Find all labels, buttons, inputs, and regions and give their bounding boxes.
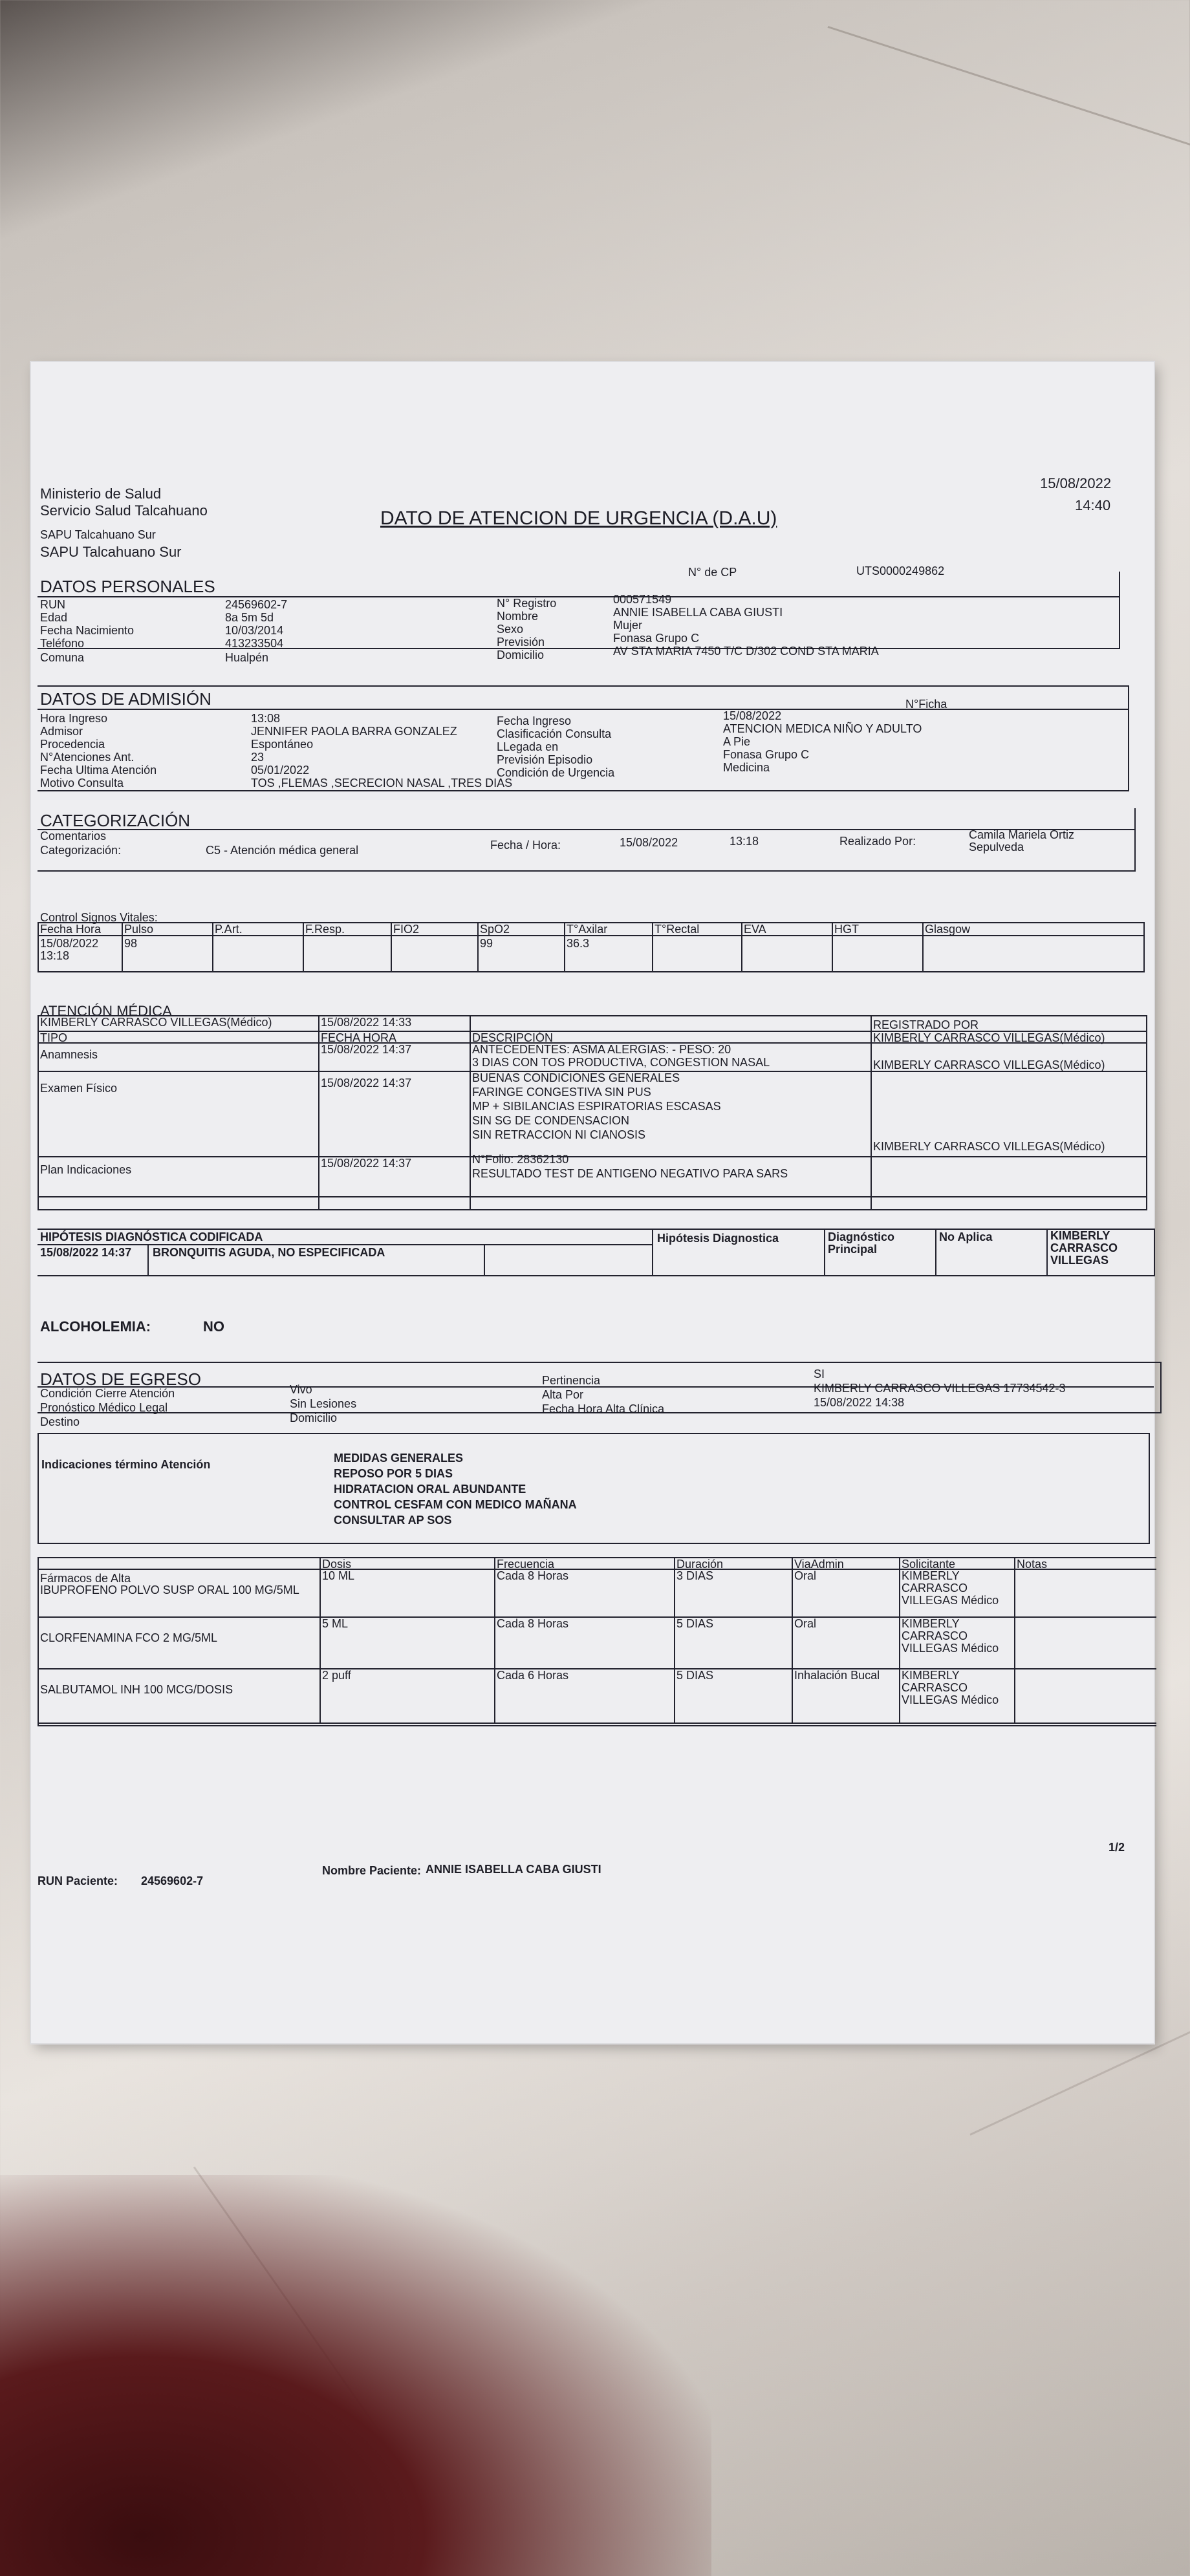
signos-header: SpO2	[480, 923, 510, 936]
signos-header: T°Axilar	[567, 923, 608, 936]
farmacos-col-divider	[674, 1557, 675, 1724]
section-title-hipotesis: HIPÓTESIS DIAGNÓSTICA CODIFICADA	[40, 1230, 263, 1243]
section-title-admision: DATOS DE ADMISIÓN	[40, 689, 211, 709]
signos-header: Fecha Hora	[40, 923, 102, 936]
signos-header: FIO2	[393, 923, 420, 936]
farmacos-header: ViaAdmin	[794, 1558, 844, 1571]
fnac-value: 10/03/2014	[225, 624, 284, 637]
llegada-value: A Pie	[723, 735, 751, 748]
nombre-label: Nombre	[497, 610, 539, 623]
atencion-row-fecha: 15/08/2022 14:37	[321, 1043, 412, 1056]
atencion-row-tipo: Anamnesis	[40, 1048, 98, 1061]
header-registrado-por: REGISTRADO POR	[873, 1018, 979, 1031]
farmacos-col-divider	[1014, 1557, 1015, 1724]
natenciones-label: N°Atenciones Ant.	[40, 751, 135, 764]
farmacos-header: Notas	[1017, 1558, 1048, 1571]
footer-run-value: 24569602-7	[141, 1874, 204, 1887]
signos-col-divider	[212, 922, 213, 971]
prevision-value: Fonasa Grupo C	[613, 632, 700, 645]
indicacion-line: HIDRATACION ORAL ABUNDANTE	[334, 1483, 526, 1496]
farmaco-cell: 10 ML	[322, 1569, 355, 1582]
farmaco-cell: KIMBERLY CARRASCO VILLEGAS Médico	[902, 1669, 999, 1706]
fingreso-value: 15/08/2022	[723, 709, 782, 722]
destino-label: Destino	[40, 1415, 80, 1428]
clasif-label: Clasificación Consulta	[497, 727, 612, 740]
signos-col-divider	[122, 922, 123, 971]
atencion-row-fecha: 15/08/2022 14:37	[321, 1157, 412, 1170]
signos-header: F.Resp.	[305, 923, 345, 936]
page-number: 1/2	[1109, 1841, 1125, 1854]
signos-cell: 99	[480, 937, 493, 950]
signos-header: Pulso	[124, 923, 154, 936]
comentarios-label: Comentarios	[40, 830, 107, 843]
farmacos-header: Dosis	[322, 1558, 352, 1571]
signos-cell: 98	[124, 937, 138, 950]
alcoholemia-value: NO	[203, 1318, 224, 1335]
signos-title: Control Signos Vitales:	[40, 911, 158, 924]
indicaciones-label: Indicaciones término Atención	[41, 1458, 211, 1471]
telefono-value: 413233504	[225, 637, 284, 650]
farmaco-cell: Cada 6 Horas	[497, 1669, 569, 1682]
admisor-value: JENNIFER PAOLA BARRA GONZALEZ	[251, 725, 457, 738]
ficha-label: N°Ficha	[905, 698, 947, 711]
comuna-label: Comuna	[40, 651, 85, 664]
run-value: 24569602-7	[225, 598, 288, 611]
farmaco-cell: Oral	[794, 1617, 817, 1630]
farmaco-cell: KIMBERLY CARRASCO VILLEGAS Médico	[902, 1617, 999, 1655]
domicilio-value: AV STA MARIA 7450 T/C D/302 COND STA MARIA	[613, 645, 879, 658]
categorizacion-value: C5 - Atención médica general	[206, 844, 359, 857]
farmaco-cell: 2 puff	[322, 1669, 351, 1682]
cat-fecha-value: 15/08/2022	[620, 836, 678, 849]
pertinencia-label: Pertinencia	[542, 1374, 601, 1387]
atencion-row-desc: FARINGE CONGESTIVA SIN PUS	[472, 1086, 651, 1099]
fechaalta-label: Fecha Hora Alta Clínica	[542, 1402, 665, 1415]
section-title-atencion: ATENCIÓN MÉDICA	[40, 1003, 172, 1019]
prevision-label: Previsión	[497, 636, 545, 649]
signos-col-divider	[832, 922, 833, 971]
altapor-value: KIMBERLY CARRASCO VILLEGAS 17734542-3	[814, 1382, 1066, 1395]
pertinencia-value: SI	[814, 1368, 825, 1380]
indicacion-line: MEDIDAS GENERALES	[334, 1452, 464, 1465]
cat-hora-value: 13:18	[730, 835, 759, 848]
natenciones-value: 23	[251, 751, 265, 764]
atencion-row-tipo: Examen Físico	[40, 1082, 118, 1095]
nombre-value: ANNIE ISABELLA CABA GIUSTI	[613, 606, 783, 619]
domicilio-label: Domicilio	[497, 649, 545, 661]
cierre-value: Vivo	[290, 1383, 312, 1396]
atencion-row-desc: N°Folio: 28362130	[472, 1153, 569, 1166]
sexo-value: Mujer	[613, 619, 643, 632]
run-label: RUN	[40, 598, 65, 611]
signos-col-divider	[922, 922, 924, 971]
atencion-row-desc: BUENAS CONDICIONES GENERALES	[472, 1071, 680, 1084]
procedencia-value: Espontáneo	[251, 738, 314, 751]
atencion-row-tipo: Plan Indicaciones	[40, 1163, 132, 1176]
indicacion-line: CONTROL CESFAM CON MEDICO MAÑANA	[334, 1498, 577, 1511]
edad-value: 8a 5m 5d	[225, 611, 274, 624]
document-title: DATO DE ATENCION DE URGENCIA (D.A.U)	[380, 508, 777, 529]
fultima-value: 05/01/2022	[251, 764, 310, 777]
farmacos-header: Frecuencia	[497, 1558, 555, 1571]
signos-header: EVA	[744, 923, 766, 936]
alcoholemia-label: ALCOHOLEMIA:	[40, 1318, 151, 1335]
destino-value: Domicilio	[290, 1411, 338, 1424]
footer-nombre-value: ANNIE ISABELLA CABA GIUSTI	[426, 1863, 601, 1876]
indicacion-line: CONSULTAR AP SOS	[334, 1514, 452, 1527]
signos-header: Glasgow	[925, 923, 971, 936]
sexo-label: Sexo	[497, 623, 524, 636]
farmacos-row-divider	[38, 1723, 1156, 1724]
header-descripcion: DESCRIPCIÓN	[472, 1031, 554, 1044]
farmaco-name: IBUPROFENO POLVO SUSP ORAL 100 MG/5ML	[40, 1583, 299, 1596]
header-time: 14:40	[1075, 497, 1111, 513]
condicion-label: Condición de Urgencia	[497, 766, 615, 779]
farmaco-cell: Cada 8 Horas	[497, 1569, 569, 1582]
farmacos-col-divider	[319, 1557, 321, 1724]
cloth-background	[0, 2175, 711, 2576]
signos-header: T°Rectal	[654, 923, 700, 936]
admisor-label: Admisor	[40, 725, 83, 738]
cierre-label: Condición Cierre Atención	[40, 1387, 175, 1400]
registro-value: 000571549	[613, 593, 672, 606]
header-tipo: TIPO	[40, 1031, 68, 1044]
signos-header: P.Art.	[215, 923, 243, 936]
footer-run-label: RUN Paciente:	[38, 1874, 118, 1887]
atencion-row-registrado: KIMBERLY CARRASCO VILLEGAS(Médico)	[873, 1140, 1105, 1153]
categorizacion-label: Categorización:	[40, 844, 122, 857]
motivo-label: Motivo Consulta	[40, 777, 124, 789]
pronostico-label: Pronóstico Médico Legal	[40, 1401, 168, 1414]
sapu-label: SAPU Talcahuano Sur	[40, 528, 156, 541]
fingreso-label: Fecha Ingreso	[497, 714, 572, 727]
motivo-value: TOS ,FLEMAS ,SECRECION NASAL ,TRES DIAS	[251, 777, 513, 789]
edad-label: Edad	[40, 611, 68, 624]
atencion-medico-fecha: 15/08/2022 14:33	[321, 1016, 412, 1029]
hipotesis-medico: KIMBERLY CARRASCO VILLEGAS	[1050, 1229, 1118, 1267]
realizado-value: Camila Mariela Ortiz Sepulveda	[969, 828, 1075, 853]
farmacos-header: Solicitante	[902, 1558, 956, 1571]
farmaco-cell: 5 ML	[322, 1617, 349, 1630]
atencion-row-desc: MP + SIBILANCIAS ESPIRATORIAS ESCASAS	[472, 1100, 721, 1113]
registro-label: N° Registro	[497, 597, 557, 610]
personales-box	[38, 572, 1120, 649]
farmacos-col-divider	[494, 1557, 495, 1724]
atencion-row-registrado: KIMBERLY CARRASCO VILLEGAS(Médico)	[873, 1031, 1105, 1044]
signos-col-divider	[564, 922, 565, 971]
farmaco-name: CLORFENAMINA FCO 2 MG/5ML	[40, 1631, 218, 1644]
farmaco-cell: KIMBERLY CARRASCO VILLEGAS Médico	[902, 1569, 999, 1607]
section-title-personales: DATOS PERSONALES	[40, 577, 215, 596]
pronostico-value: Sin Lesiones	[290, 1397, 357, 1410]
header-date: 15/08/2022	[1040, 475, 1112, 491]
telefono-label: Teléfono	[40, 637, 85, 650]
ministerio-label: Ministerio de Salud	[40, 486, 162, 502]
document-page	[31, 362, 1154, 2043]
fechaalta-value: 15/08/2022 14:38	[814, 1396, 905, 1409]
cat-fecha-label: Fecha / Hora:	[490, 839, 561, 852]
indicacion-line: REPOSO POR 5 DIAS	[334, 1467, 453, 1480]
signos-header: HGT	[834, 923, 859, 936]
altapor-label: Alta Por	[542, 1388, 584, 1401]
header-hipotesis: Hipótesis Diagnostica	[657, 1232, 779, 1245]
header-fecha-hora: FECHA HORA	[321, 1031, 397, 1044]
atencion-row-desc: 3 DIAS CON TOS PRODUCTIVA, CONGESTION NASAL	[472, 1056, 770, 1069]
condicion-value: Medicina	[723, 761, 770, 774]
atencion-row-desc: ANTECEDENTES: ASMA ALERGIAS: - PESO: 20	[472, 1043, 731, 1056]
atencion-row-fecha: 15/08/2022 14:37	[321, 1077, 412, 1089]
ncp-value: UTS0000249862	[856, 564, 945, 577]
fnac-label: Fecha Nacimiento	[40, 624, 135, 637]
hipotesis-diagnostico: BRONQUITIS AGUDA, NO ESPECIFICADA	[153, 1246, 385, 1259]
atencion-row-desc: RESULTADO TEST DE ANTIGENO NEGATIVO PARA SARS	[472, 1167, 788, 1180]
atencion-medico: KIMBERLY CARRASCO VILLEGAS(Médico)	[40, 1016, 272, 1029]
section-title-categorizacion: CATEGORIZACIÓN	[40, 811, 191, 830]
ncp-label: N° de CP	[688, 566, 737, 579]
signos-col-divider	[477, 922, 479, 971]
signos-cell: 15/08/2022 13:18	[40, 937, 99, 962]
signos-cell: 36.3	[567, 937, 590, 950]
procedencia-label: Procedencia	[40, 738, 105, 751]
hora-ingreso-value: 13:08	[251, 712, 281, 725]
signos-col-divider	[303, 922, 304, 971]
header-no-aplica: No Aplica	[939, 1230, 993, 1243]
farmaco-cell: Cada 8 Horas	[497, 1617, 569, 1630]
header-diagnostico-principal: Diagnóstico Principal	[828, 1230, 895, 1256]
indicaciones-box	[38, 1433, 1150, 1544]
hipotesis-fecha: 15/08/2022 14:37	[40, 1246, 132, 1259]
clasif-value: ATENCION MEDICA NIÑO Y ADULTO	[723, 722, 922, 735]
prevep-label: Previsión Episodio	[497, 753, 593, 766]
comuna-value: Hualpén	[225, 651, 269, 664]
signos-col-divider	[391, 922, 392, 971]
fultima-label: Fecha Ultima Atención	[40, 764, 157, 777]
sapu-label-2: SAPU Talcahuano Sur	[40, 544, 182, 560]
section-title-egreso: DATOS DE EGRESO	[40, 1369, 201, 1389]
farmaco-cell: Oral	[794, 1569, 817, 1582]
farmaco-cell: 5 DIAS	[676, 1669, 714, 1682]
prevep-value: Fonasa Grupo C	[723, 748, 810, 761]
farmacos-col-divider	[792, 1557, 793, 1724]
farmacos-col-divider	[899, 1557, 900, 1724]
farmaco-cell: 5 DIAS	[676, 1617, 714, 1630]
footer-nombre-label: Nombre Paciente:	[322, 1864, 422, 1877]
marble-vein	[828, 26, 1190, 151]
servicio-label: Servicio Salud Talcahuano	[40, 502, 208, 519]
atencion-row-registrado: KIMBERLY CARRASCO VILLEGAS(Médico)	[873, 1058, 1105, 1071]
realizado-label: Realizado Por:	[839, 835, 916, 848]
signos-col-divider	[741, 922, 742, 971]
llegada-label: LLegada en	[497, 740, 559, 753]
farmaco-name: SALBUTAMOL INH 100 MCG/DOSIS	[40, 1683, 233, 1696]
hora-ingreso-label: Hora Ingreso	[40, 712, 108, 725]
signos-col-divider	[652, 922, 653, 971]
farmaco-cell: Inhalación Bucal	[794, 1669, 880, 1682]
farmacos-header: Duración	[676, 1558, 724, 1571]
farmaco-cell: 3 DIAS	[676, 1569, 714, 1582]
atencion-row-desc: SIN SG DE CONDENSACION	[472, 1114, 630, 1127]
farmacos-header: Fármacos de Alta	[40, 1572, 131, 1585]
atencion-row-desc: SIN RETRACCION NI CIANOSIS	[472, 1128, 646, 1141]
